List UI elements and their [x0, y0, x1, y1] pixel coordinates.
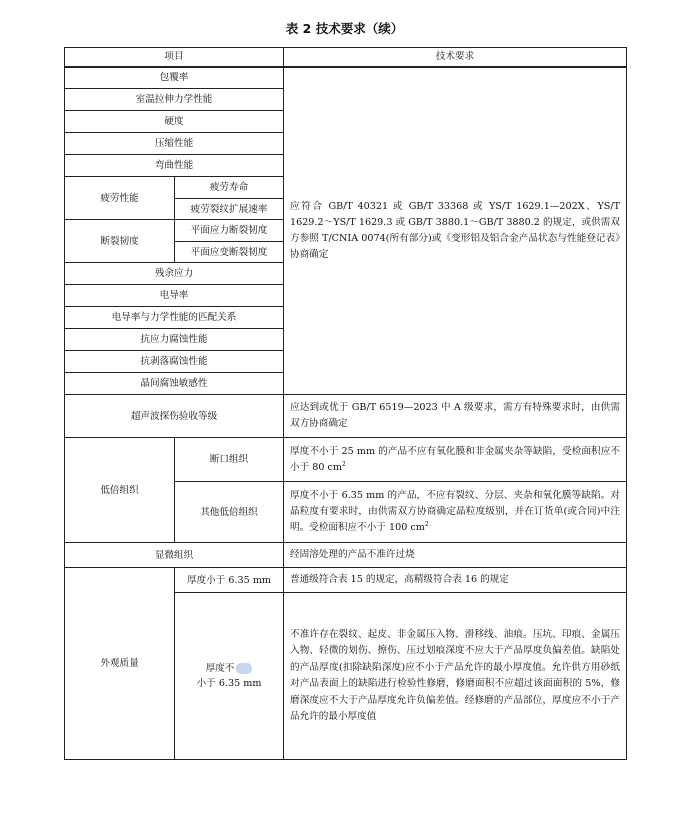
table-row	[65, 438, 627, 482]
row-fracture-strain: 平面应变断裂韧度	[175, 242, 284, 263]
table-row	[65, 67, 627, 89]
appearance-thick-label-line2: 小于 6.35 mm	[196, 678, 262, 689]
row-fatigue-crack: 疲劳裂纹扩展速率	[175, 199, 284, 220]
row-fracture-stress: 平面应力断裂韧度	[175, 220, 284, 242]
row-fatigue: 疲劳性能	[65, 177, 175, 220]
row-intergranular: 晶间腐蚀敏感性	[65, 373, 284, 395]
header-requirement: 技术要求	[284, 48, 627, 67]
superscript: 2	[341, 460, 346, 468]
row-bending: 弯曲性能	[65, 155, 284, 177]
merged-requirement: 应符合 GB/T 40321 或 GB/T 33368 或 YS/T 1629.1—202X、YS/T 1629.2～YS/T 1629.3 或 GB/T 3880.1～GB/T 3880.2 的规定，或供需双方参照 T/CNIA 0074(所有部分)或《变形铝及铝合金产品状态与性能登记表》协商确定	[284, 67, 627, 395]
appearance-thick-requirement: 不准许存在裂纹、起皮、非金属压入物、滑移线、油痕。压坑、印痕、金属压入物、轻微的划伤、擦伤、压过划痕深度不应大于产品厚度负偏差值。缺陷处的产品厚度(扣除缺陷深度)应不小于产品允许的最小厚度值。允许供方用砂纸对产品表面上的缺陷进行检验性修磨，修磨面积不应超过该面面积的 5%，修磨深度应不大于产品厚度允许负偏差值。经修磨的产品部位，厚度应不小于产品允许的最小厚度值	[284, 593, 627, 760]
row-hardness: 硬度	[65, 111, 284, 133]
macro-fracture-requirement	[284, 438, 627, 482]
macro-fracture-text: 厚度不小于 25 mm 的产品不应有氧化膜和非金属夹杂等缺陷，受检面积应不小于 80 cm	[290, 445, 620, 473]
table-row	[65, 395, 627, 438]
technical-requirements-table	[64, 47, 627, 760]
table-row	[65, 568, 627, 593]
macro-other-label: 其他低倍组织	[175, 482, 284, 543]
appearance-thin-requirement: 普通级符合表 15 的规定，高精级符合表 16 的规定	[284, 568, 627, 593]
appearance-thin-label: 厚度小于 6.35 mm	[175, 568, 284, 593]
header-item: 项目	[65, 48, 284, 67]
row-exfoliation: 抗剥落腐蚀性能	[65, 351, 284, 373]
row-stress-corrosion: 抗应力腐蚀性能	[65, 329, 284, 351]
row-fracture: 断裂韧度	[65, 220, 175, 263]
row-compression: 压缩性能	[65, 133, 284, 155]
superscript: 2	[424, 520, 429, 528]
macro-label: 低倍组织	[65, 438, 175, 543]
appearance-thick-label-line1: 厚度不	[205, 663, 235, 674]
appearance-label: 外观质量	[65, 568, 175, 760]
ultrasonic-requirement: 应达到或优于 GB/T 6519—2023 中 A 级要求，需方有特殊要求时，由供需双方协商确定	[284, 395, 627, 438]
micro-requirement: 经固溶处理的产品不准许过烧	[284, 543, 627, 568]
watermark-icon	[236, 663, 252, 674]
row-conductivity: 电导率	[65, 285, 284, 307]
appearance-thick-label	[175, 593, 284, 760]
macro-fracture-label: 断口组织	[175, 438, 284, 482]
header-row	[65, 48, 627, 67]
row-residual: 残余应力	[65, 263, 284, 285]
row-conductivity-match: 电导率与力学性能的匹配关系	[65, 307, 284, 329]
row-tensile: 室温拉伸力学性能	[65, 89, 284, 111]
row-coating: 包覆率	[65, 67, 284, 89]
ultrasonic-label: 超声波探伤验收等级	[65, 395, 284, 438]
row-fatigue-life: 疲劳寿命	[175, 177, 284, 199]
macro-other-requirement	[284, 482, 627, 543]
table-title: 表 2 技术要求（续）	[285, 21, 404, 36]
table-row	[65, 543, 627, 568]
micro-label: 显微组织	[65, 543, 284, 568]
macro-other-text: 厚度不小于 6.35 mm 的产品，不应有裂纹、分层、夹杂和氧化膜等缺陷。对晶粒度有要求时，由供需双方协商确定晶粒度级别，并在订货单(或合同)中注明。受检面积应不小于 100 cm	[290, 490, 620, 533]
